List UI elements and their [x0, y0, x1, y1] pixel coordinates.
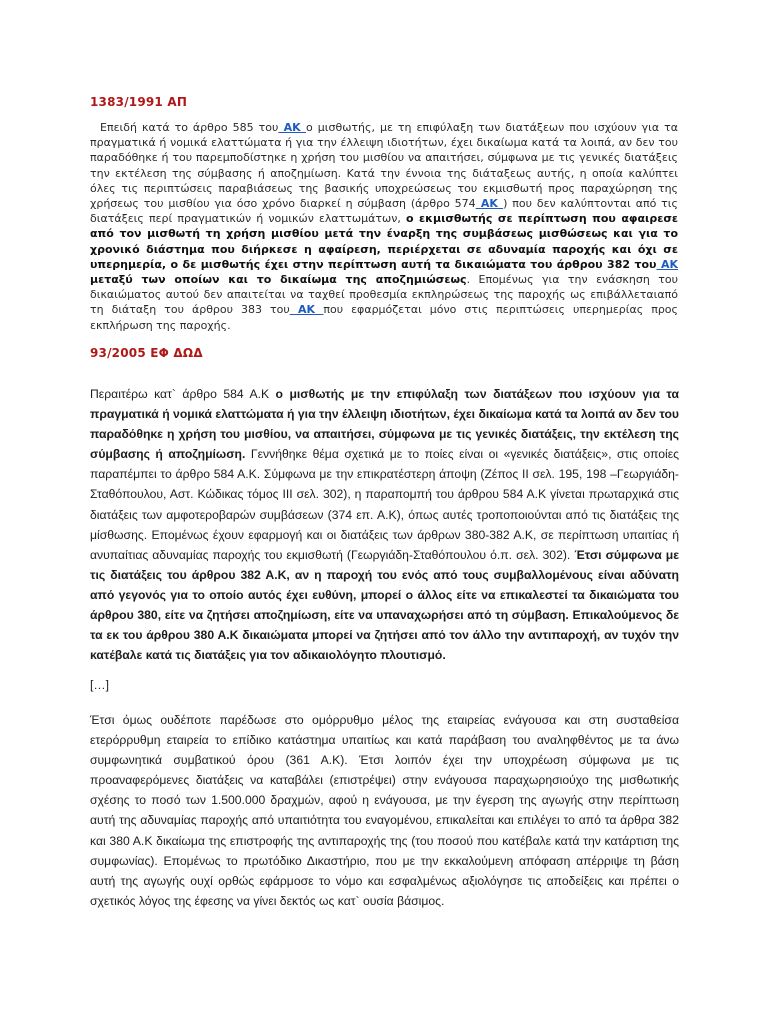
text-run: ) που δεν καλύπτονται από τις διατάξεις περί πραγματικών ή νομικών ελαττωμάτων, — [90, 197, 678, 226]
ak-link[interactable]: ΑΚ — [278, 121, 307, 134]
case-heading-1383-1991: 1383/1991 ΑΠ — [90, 95, 188, 109]
text-run: ο μισθωτής, με τη επιφύλαξη των διατάξεων που ισχύουν για τα πραγματικά ή νομικά ελαττώματα ή για την έλλειψη ιδιοτήτων, έχει δικαίωμα κατά τα λοιπά, αν δεν του παραδόθηκε ή του παρεμποδίστηκε η χρήση του μισθίου να απαιτήσει, σύμφωνα με τις γενικές διατάξεις την εκτέλεση της σύμβασης ή αποζημίωση. Κατά την έννοια της διάταξεως αυτής, η οποία καλύπτει όλες τις περιπτώσεις παραβιάσεως της βασικής υποχρεώσεως του εκμισθωτή προς παραχώρηση της χρήσεως του μισθίου για όσο χρόνο διαρκεί η σύμβαση (άρθρο 574 — [90, 121, 679, 211]
ak-link[interactable]: ΑΚ — [475, 197, 504, 211]
omission-marker: […] — [90, 678, 109, 692]
bold-text-run: ο μισθωτής με την επιφύλαξη των διατάξεων που ισχύουν για τα πραγματικά ή νομικά ελαττώματα ή για την έλλειψη ιδιοτήτων, έχει δικαίωμα κατά τα λοιπά αν δεν του παραδόθηκε η χρήση του μισθίου, να απαιτήσει, σύμφωνα με τις γενικές διατάξεις, την εκτέλεση της σύμβασης ή αποζημίωση. — [90, 387, 679, 462]
text-run: Περαιτέρω κατ` άρθρο 584 Α.Κ — [90, 387, 270, 401]
bold-text-run: μεταξύ των οποίων και το δικαίωμα της αποζημιώσεως — [90, 273, 467, 287]
section-93-2005-text — [90, 384, 679, 665]
section-conclusion-text: Έτσι όμως ουδέποτε παρέδωσε στο ομόρρυθμο μέλος της εταιρείας ενάγουσα και στη συσταθείσα ετερόρρυθμη εταιρεία το επίδικο κατάστημα υπαιτίως και κατά παράβαση του αναληφθέντος με τα άνω συμφωνητικά συμβατικού όρου (361 Α.Κ). Έτσι λοιπόν έχει την υποχρέωση σύμφωνα με τις προαναφερόμενες διατάξεις να καταβάλει (επιστρέψει) στην ενάγουσα παραχωρησιούχο της μισθωτικής σχέσης το ποσό των 1.500.000 δραχμών, αφού η ενάγουσα, με την έγερση της αγωγής στην περίπτωση αυτή της αδυναμίας παροχής από υπαιτιότητα του εναγομένου, επικαλείται και επιλέγει το από τα άρθρα 382 και 380 Α.Κ δικαίωμα της επιστροφής της αντιπαροχής της (του ποσού που κατέβαλε κατά την κατάρτιση της συμφωνίας). Επομένως το πρωτόδικο Δικαστήριο, που με την εκκαλούμενη απόφαση απέρριψε τη βάση αυτή της αγωγής ουχί ορθώς εφάρμοσε το νόμο και εσφαλμένως αξιολόγησε τις αποδείξεις και πρέπει ο σχετικός λόγος της έφεσης να γίνει δεκτός ως κατ` ουσία βάσιμος. — [90, 713, 679, 908]
text-run: . Επομένως για την ενάσκηση του δικαιώματος αυτού δεν απαιτείται να ταχθεί προθεσμία εκπληρώσεως της παροχής ως επιβάλλεταιαπό τη διάταξη του άρθρου 383 του — [90, 273, 678, 317]
bold-text-run: Έτσι σύμφωνα με τις διατάξεις του άρθρου 382 Α.Κ, αν η παροχή του ενός από τους συμβαλλομένους είναι αδύνατη από γεγονός για το οποίο αυτός έχει ευθύνη, μπορεί ο άλλος είτε να επικαλεστεί τα δικαιώματα του άρθρου 380, είτε να ζητήσει αποζημίωση, είτε να υπαναχωρήσει από τη σύμβαση. Επικαλούμενος δε τα εκ του άρθρου 380 Α.Κ δικαιώματα μπορεί να ζητήσει από τον άλλο την αντιπαροχή, αν τυχόν την κατέβαλε κατά τις διατάξεις για τον αδικαιολόγητο πλουτισμό. — [90, 547, 679, 663]
text-run: Γεννήθηκε θέμα σχετικά με το ποίες είναι οι «γενικές διατάξεις», στις οποίες παραπέμπει το άρθρο 584 Α.Κ. Σύμφωνα με την επικρατέστερη άποψη (Ζέπος ΙΙ σελ. 195, 198 –Γεωργιάδη-Σταθόπουλου, Αστ. Κώδικας τόμος ΙΙΙ σελ. 302), η παραπομπή του άρθρου 584 Α.Κ γίνεται πρωταρχικά στις διατάξεις των αμφοτεροβαρών συμβάσεων (374 επ. Α.Κ), όπως αυτές τροποποιούνται από τις διατάξεις της μίσθωσης. Επομένως έχουν εφαρμογή και οι διατάξεις των άρθρων 380-382 Α.Κ, σε περίπτωση υπαιτίας ή ανυπαίτιας αδυναμίας παροχής του εκμισθωτή (Γεωργιάδη-Σταθόπουλου ό.π. σελ. 302). — [90, 447, 679, 562]
case-heading-93-2005: 93/2005 ΕΦ ΔΩΔ — [90, 346, 203, 360]
ak-link[interactable]: ΑΚ — [656, 257, 678, 271]
ak-link[interactable]: ΑΚ — [289, 303, 324, 317]
text-run: Επειδή κατά το άρθρο 585 του — [100, 121, 279, 134]
text-run: που εφαρμόζεται μόνο στις περιπτώσεις υπερημερίας προς εκπλήρωση της παροχής. — [90, 303, 678, 332]
section-1383-1991-text — [90, 120, 678, 333]
bold-text-run: ο εκμισθωτής σε περίπτωση που αφαιρεσε από τον μισθωτή τη χρήση μισθίου μετά την έναρξη της συμβάσεως μισθώσεως και για το χρονικό διάστημα που διήρκεσε η αφαίρεση, περιέρχεται σε αδυναμία παροχής και όχι σε υπερημερία, ο δε μισθωτής έχει στην περίπτωση αυτή τα δικαιώματα του άρθρου 382 του — [90, 212, 679, 271]
